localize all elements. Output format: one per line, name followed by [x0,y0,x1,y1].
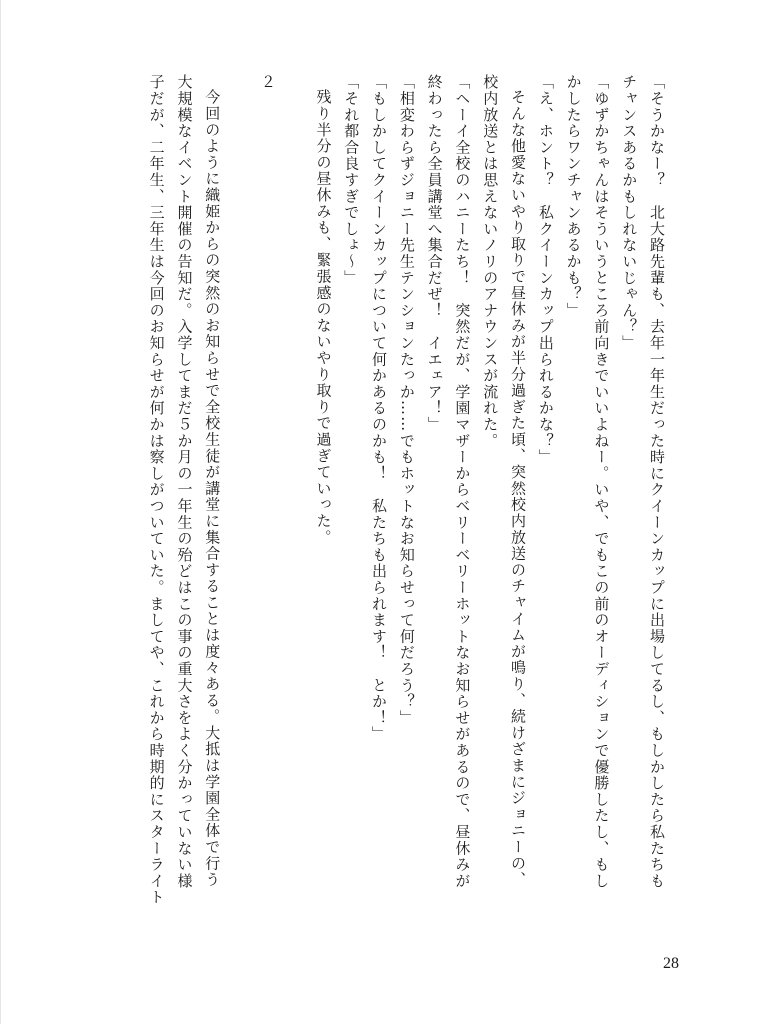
text-line: 「ゆずかちゃんはそういうところ前向きでいいよねー。いや、でもこの前のオーディションで優勝したし、もし [592,74,611,889]
text-line: 「もしかしてクイーンカップについて何かあるのかも！ 私たちも出られます！ とか！」 [370,74,389,743]
text-line: 「それ都合良すぎでしょ～」 [342,74,361,286]
section-number: ２ [258,74,277,91]
text-line: 今回のように織姫からの突然のお知らせで全校生徒が講堂に集合することは度々ある。大抵は学園全体で行う [203,89,222,888]
text-line: 「そうかなー？ 北大路先輩も、去年一年生だった時にクイーンカップに出場してるし、もしかしたら私たちも [648,74,666,889]
text-line: 「ヘーイ全校のハニーたち！ 突然だが、学園マザーからベリーベリーホットなお知らせがあるので、昼休みが [453,74,472,889]
blank-line [225,74,253,944]
text-line: かしたらワンチャンあるかも？」 [564,74,583,319]
text-line: 大規模なイベント開催の告知だ。入学してまだ５か月の一年生の殆どはこの事の重大さをよく分かっていない様 [175,74,194,889]
text-line: そんな他愛ないやり取りで昼休みが半分過ぎた頃、突然校内放送のチャイムが鳴り、続けざまにジョニーの、 [509,89,528,888]
vertical-text-body [142,74,670,944]
page-number: 28 [663,955,679,972]
text-line: 子だが、二年生、三年生は今回のお知らせが何かは察しがついていた。ましてや、これから時期的にスターライト [147,74,166,906]
blank-line [281,74,309,944]
text-line: 「相変わらずジョニー先生テンションたっか……でもホットなお知らせって何だろう？」 [397,74,416,726]
text-line: 残り半分の昼休みも、緊張感のないやり取りで過ぎていった。 [314,89,333,546]
text-line: チャンスあるかもしれないじゃん？」 [620,74,639,352]
text-line: 終わったら全員講堂へ集合だぜ！ イエェア！」 [425,74,444,433]
text-line: 「え、ホント？ 私クイーンカップ出られるかな？」 [536,74,555,466]
text-line: 校内放送とは思えないノリのアナウンスが流れた。 [481,74,500,449]
